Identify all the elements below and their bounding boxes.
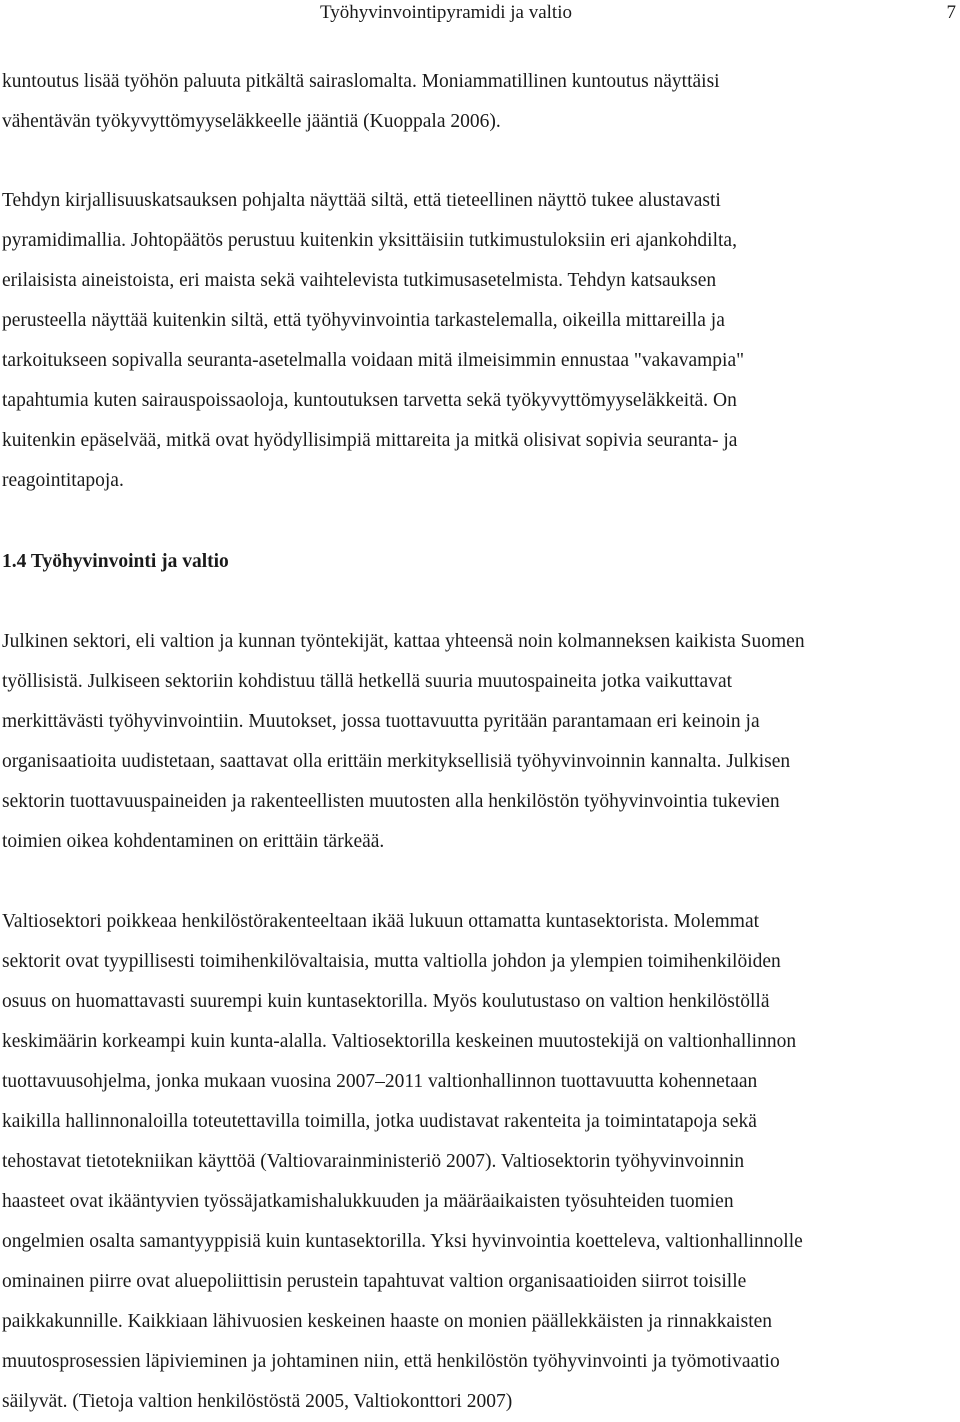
paragraph-line: kuitenkin epäselvää, mitkä ovat hyödyllisimpiä mittareita ja mitkä olisivat sopivia seuranta- ja [2, 430, 738, 451]
paragraph-state-sector [2, 902, 956, 1422]
paragraph-line: tuottavuusohjelma, jonka mukaan vuosina 2007–2011 valtionhallinnon tuottavuutta kohennetaan [2, 1071, 758, 1092]
section-heading: 1.4 Työhyvinvointi ja valtio [2, 551, 229, 572]
paragraph-line: tapahtumia kuten sairauspoissaoloja, kuntoutuksen tarvetta sekä työkyvyttömyyseläkkeitä. On [2, 390, 737, 411]
paragraph-line: organisaatioita uudistetaan, saattavat olla erittäin merkityksellisiä työhyvinvoinnin kannalta. Julkisen [2, 751, 791, 772]
paragraph-line: kuntoutus lisää työhön paluuta pitkältä sairaslomalta. Moniammatillinen kuntoutus näyttäisi [2, 71, 720, 92]
paragraph-line: toimien oikea kohdentaminen on erittäin tärkeää. [2, 831, 385, 852]
paragraph-public-sector [2, 622, 956, 862]
paragraph-line: ongelmien osalta samantyyppisiä kuin kuntasektorilla. Yksi hyvinvointia koetteleva, valtionhallinnolle [2, 1231, 803, 1252]
paragraph-line: Tehdyn kirjallisuuskatsauksen pohjalta näyttää siltä, että tieteellinen näyttö tukee alustavasti [2, 190, 721, 211]
paragraph-literature-review [2, 181, 956, 501]
paragraph-line: keskimäärin korkeampi kuin kunta-alalla. Valtiosektorilla keskeinen muutostekijä on valtionhallinnon [2, 1031, 797, 1052]
paragraph-line: Valtiosektori poikkeaa henkilöstörakenteeltaan ikää lukuun ottamatta kuntasektorista. Molemmat [2, 911, 760, 932]
paragraph-line: työllisistä. Julkiseen sektoriin kohdistuu tällä hetkellä suuria muutospaineita jotka vaikuttavat [2, 671, 733, 692]
paragraph-line: paikkakunnille. Kaikkiaan lähivuosien keskeinen haaste on monien päällekkäisten ja rinnakkaisten [2, 1311, 773, 1332]
paragraph-line: tarkoitukseen sopivalla seuranta-asetelmalla voidaan mitä ilmeisimmin ennustaa "vakavampia" [2, 350, 745, 371]
paragraph-line: erilaisista aineistoista, eri maista sekä vaihtelevista tutkimusasetelmista. Tehdyn katsauksen [2, 270, 717, 291]
paragraph-line: pyramidimallia. Johtopäätös perustuu kuitenkin yksittäisiin tutkimustuloksiin eri ajankohdilta, [2, 230, 737, 251]
paragraph-line: osuus on huomattavasti suurempi kuin kuntasektorilla. Myös koulutustaso on valtion henkilöstöllä [2, 991, 770, 1012]
paragraph-intro [2, 62, 956, 142]
page-header [0, 0, 960, 30]
paragraph-line: vähentävän työkyvyttömyyseläkkeelle jääntiä (Kuoppala 2006). [2, 111, 501, 132]
page-number: 7 [946, 2, 956, 23]
paragraph-line: haasteet ovat ikääntyvien työssäjatkamishalukkuuden ja määräaikaisten työsuhteiden tuomien [2, 1191, 734, 1212]
paragraph-line: kaikilla hallinnonaloilla toteutettavilla toimilla, jotka uudistavat rakenteita ja toimintatapoja sekä [2, 1111, 757, 1132]
paragraph-line: tehostavat tietotekniikan käyttöä (Valtiovarainministeriö 2007). Valtiosektorin työhyvinvoinnin [2, 1151, 745, 1172]
paragraph-line: perusteella näyttää kuitenkin siltä, että työhyvinvointia tarkastelemalla, oikeilla mittareilla ja [2, 310, 725, 331]
running-title: Työhyvinvointipyramidi ja valtio [320, 2, 572, 23]
paragraph-line: Julkinen sektori, eli valtion ja kunnan työntekijät, kattaa yhteensä noin kolmanneksen kaikista Suomen [2, 631, 805, 652]
paragraph-line: säilyvät. (Tietoja valtion henkilöstöstä 2005, Valtiokonttori 2007) [2, 1391, 513, 1412]
paragraph-line: muutosprosessien läpivieminen ja johtaminen niin, että henkilöstön työhyvinvointi ja työmotivaatio [2, 1351, 780, 1372]
paragraph-line: merkittävästi työhyvinvointiin. Muutokset, jossa tuottavuutta pyritään parantamaan eri keinoin ja [2, 711, 760, 732]
paragraph-line: sektorin tuottavuuspaineiden ja rakenteellisten muutosten alla henkilöstön työhyvinvointia tukevien [2, 791, 780, 812]
paragraph-line: sektorit ovat tyypillisesti toimihenkilövaltaisia, mutta valtiolla johdon ja ylempien toimihenkilöiden [2, 951, 781, 972]
paragraph-line: ominainen piirre ovat aluepoliittisin perustein tapahtuvat valtion organisaatioiden siirrot toisille [2, 1271, 747, 1292]
paragraph-line: reagointitapoja. [2, 470, 124, 491]
